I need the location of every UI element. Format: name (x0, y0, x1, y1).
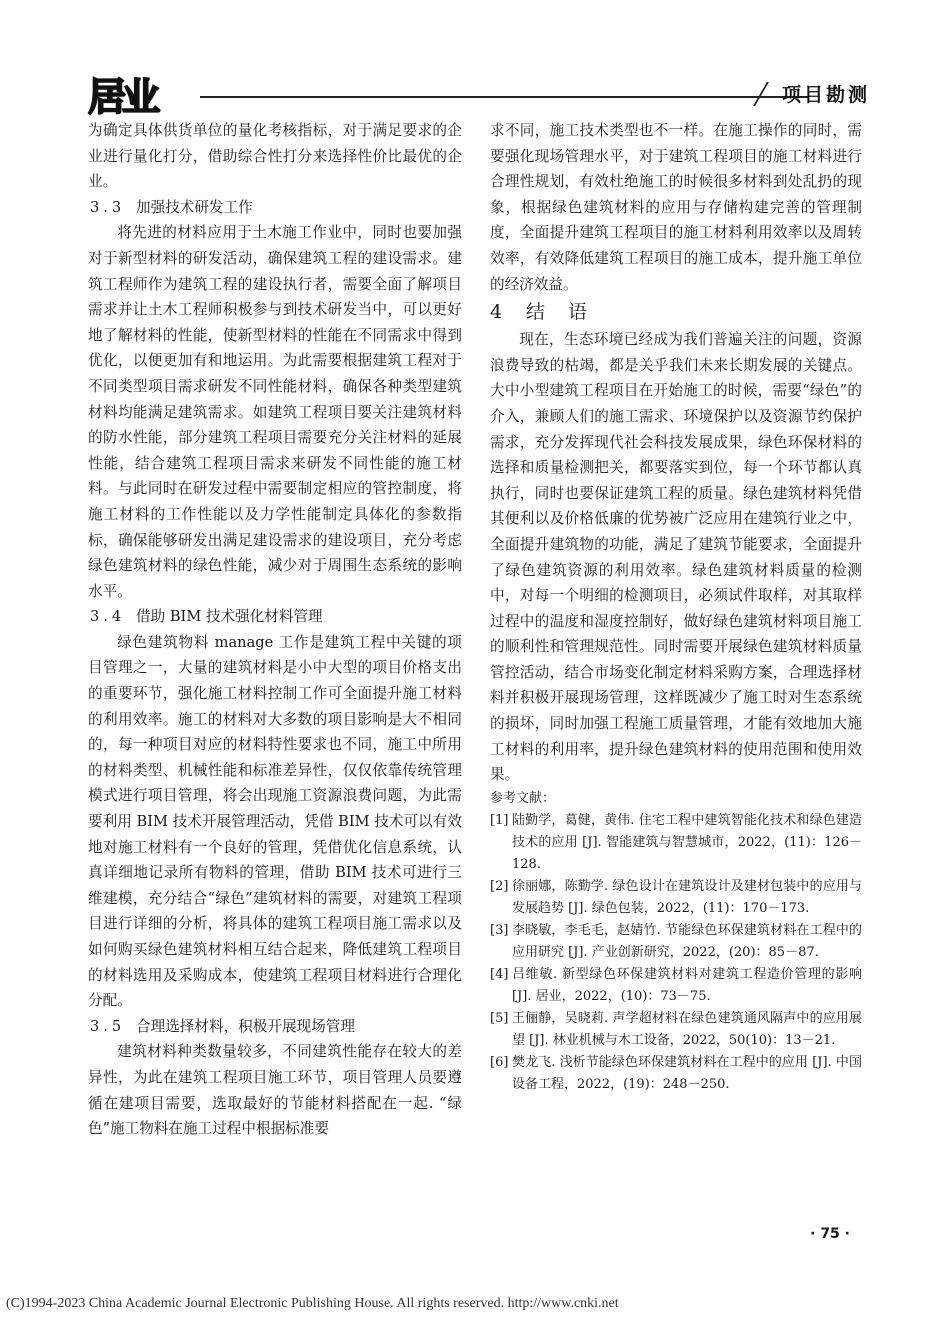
reference-item: [4] 吕维敏. 新型绿色环保建筑材料对建筑工程造价管理的影响 [J]. 居业，2022，(10)：73－75. (490, 966, 862, 1004)
paragraph: 绿色建筑物料 manage 工作是建筑工程中关键的项目管理之一，大量的建筑材料是小中大型的项目价格支出的重要环节，强化施工材料控制工作可全面提升施工材料的利用效率。施工的材料对大多数的项目影响是大不相同的，每一种项目对应的材料特性要求也不同，施工中所用的材料类型、机械性能和标准差异性，仅仅依靠传统管理模式进行项目管理，将会出现施工资源浪费问题，为此需要利用 BIM 技术开展管理活动，凭借 BIM 技术可以有效地对施工材料有一个良好的管理，凭借优化信息系统，认真详细地记录所有物料的管理，借助 BIM 技术可进行三维建模，充分结合“绿色”建筑材料的需要，对建筑工程项目进行详细的分析，将具体的建筑工程项目施工需求以及如何购买绿色建筑材料相互结合起来，降低建筑工程项目的材料选用及采购成本，使建筑工程项目材料进行合理化分配。 (88, 633, 462, 1010)
section-tag: 项目勘测 (760, 80, 870, 107)
references-title: 参考文献： (490, 790, 556, 806)
paragraph: 建筑材料种类数量较多，不同建筑性能存在较大的差异性，为此在建筑工程项目施工环节，项目管理人员要遵循在建项目需要，选取最好的节能材料搭配在一起. “绿色”施工物料在施工过程中根据标准要 (88, 1043, 462, 1138)
paragraph: 为确定具体供货单位的量化考核指标，对于满足要求的企业进行量化打分，借助综合性打分来选择性价比最优的企业。 (88, 122, 462, 191)
page-header (88, 62, 870, 119)
header-rule (200, 96, 808, 98)
journal-logo: 居业 (88, 75, 157, 119)
section-heading-conclusion: 4 结 语 (490, 301, 590, 324)
paragraph: 求不同，施工技术类型也不一样。在施工操作的同时，需要强化现场管理水平，对于建筑工程项目的施工材料进行合理性规划，有效杜绝施工的时候很多材料到处乱扔的现象，根据绿色建筑材料的应用与存储构建完善的管理制度，全面提升建筑工程项目的施工材料利用效率以及周转效率，有效降低建筑工程项目的施工成本，提升施工单位的经济效益。 (490, 122, 862, 293)
paragraph: 将先进的材料应用于土木施工作业中，同时也要加强对于新型材料的研发活动，确保建筑工程的建设需求。建筑工程师作为建筑工程的建设执行者，需要全面了解项目需求并让土木工程师积极参与到技术研发当中，可以更好地了解材料的性能，使新型材料的性能在不同需求中得到优化，以便更加有和地运用。为此需要根据建筑工程对于不同类型项目需求研发不同性能材料，确保各种类型建筑材料均能满足建筑需求。如建筑工程项目要关注建筑材料的防水性能，部分建筑工程项目需要充分关注材料的延展性能，结合建筑工程项目需求来研发不同性能的施工材料。与此同时在研发过程中需要制定相应的管控制度，将施工材料的工作性能以及力学性能制定具体化的参数指标，确保能够研发出满足建设需求的建设项目，充分考虑绿色建筑材料的绿色性能，减少对于周围生态系统的影响水平。 (88, 224, 462, 600)
subsection-heading-3-3: 3.3 加强技术研发工作 (90, 198, 253, 216)
reference-item: [2] 徐丽娜，陈勤学. 绿色设计在建筑设计及建材包装中的应用与发展趋势 [J]. 绿色包装，2022，(11)：170－173. (490, 878, 862, 916)
reference-item: [5] 王俪静，吴晓莉. 声学超材料在绿色建筑通风隔声中的应用展望 [J]. 林业机械与木工设备，2022，50(10)：13－21. (490, 1010, 862, 1048)
page-number: · 75 · (810, 1226, 850, 1242)
left-column (88, 118, 462, 1142)
reference-item: [6] 樊龙飞. 浅析节能绿色环保建筑材料在工程中的应用 [J]. 中国设备工程，2022，(19)：248－250. (490, 1054, 862, 1092)
reference-item: [1] 陆勤学，葛健，黄伟. 住宅工程中建筑智能化技术和绿色建造技术的应用 [J]. 智能建筑与智慧城市，2022，(11)：126－128. (490, 812, 862, 872)
paragraph: 现在，生态环境已经成为我们普遍关注的问题，资源浪费导致的枯竭，都是关乎我们未来长期发展的关键点。大中小型建筑工程项目在开始施工的时候，需要“绿色”的介入，兼顾人们的施工需求、环境保护以及资源节约保护需求，充分发挥现代社会科技发展成果，绿色环保材料的选择和质量检测把关，都要落实到位，每一个环节都认真执行，同时也要保证建筑工程的质量。绿色建筑材料凭借其便利以及价格低廉的优势被广泛应用在建筑行业之中，全面提升建筑物的功能，满足了建筑节能要求，全面提升了绿色建筑资源的利用效率。绿色建筑材料质量的检测中，对每一个明细的检测项目，必须试件取样，对其取样过程中的温度和湿度控制好，做好绿色建筑材料项目施工的顺利性和管理规范性。同时需要开展绿色建筑材料质量管控活动，结合市场变化制定材料采购方案，合理选择材料并积极开展现场管理，这样既减少了施工时对生态系统的损坏，同时加强工程施工质量管理，才能有效地加大施工材料的利用率，提升绿色建筑材料的使用范围和使用效果。 (490, 331, 862, 784)
copyright-footer: (C)1994-2023 China Academic Journal Electronic Publishing House. All rights reserved. http://www.cnki.net (6, 1296, 619, 1311)
right-column (490, 118, 862, 1096)
subsection-heading-3-5: 3.5 合理选择材料，积极开展现场管理 (90, 1017, 355, 1035)
reference-list (490, 810, 862, 1096)
subsection-heading-3-4: 3.4 借助 BIM 技术强化材料管理 (90, 608, 323, 626)
reference-item: [3] 李晓敏，李毛毛，赵婧竹. 节能绿色环保建筑材料在工程中的应用研究 [J]. 产业创新研究，2022，(20)：85－87. (490, 922, 862, 960)
